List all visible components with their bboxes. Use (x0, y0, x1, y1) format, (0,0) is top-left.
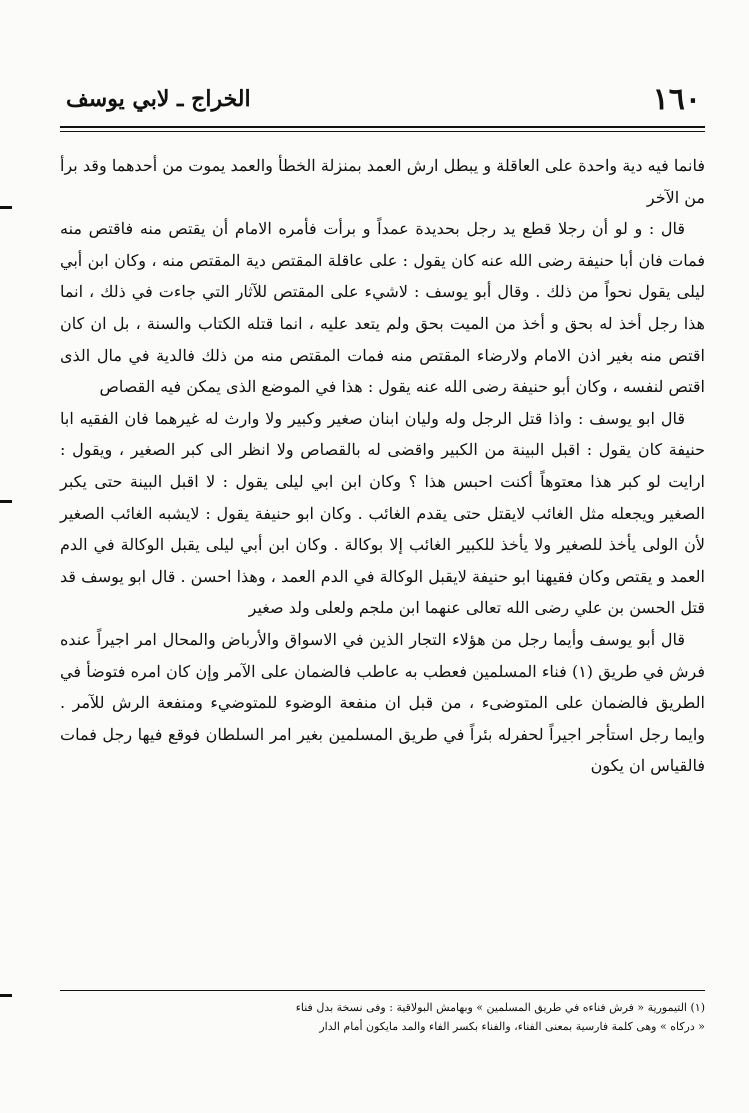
footnote (60, 998, 705, 1036)
paragraph: قال ابو يوسف : واذا قتل الرجل وله وليان ابنان صغير وكبير ولا وارث له غيرهما فان الفقيه ابا حنيفة كان يقول : اقبل البينة من الكبير واقضى له بالقصاص ولا انظر الى كبر الصغير ، ويقول : ارايت لو كبر هذا معتوهاً أكنت احبس هذا ؟ وكان ابن ابي ليلى يقول : لا اقبل البينة حتى يكبر الصغير ويجعله مثل الغائب لايقتل حتى يقدم الغائب . وكان ابو حنيفة يقول : لايشبه الغائب الصغير لأن الولى يأخذ للصغير ولا يأخذ للكبير الغائب إلا بوكالة . وكان ابن أبي ليلى يقبل الوكالة في الدم العمد و يقتص وكان فقيهنا ابو حنيفة لايقبل الوكالة في الدم العمد ، وهذا احسن . قال ابو يوسف قد قتل الحسن بن علي رضى الله تعالى عنهما ابن ملجم ولعلى ولد صغير (60, 408, 706, 618)
page-body (60, 150, 705, 782)
paragraph: قال أبو يوسف وأيما رجل من هؤلاء التجار الذين في الاسواق والأرباض والمحال امر اجيراً عنده فرش في طريق (١) فناء المسلمين فعطب به عاطب فالضمان على الآمر وإن كان امره فتوضأ في الطريق فالضمان على المتوضىء ، من قبل ان منفعة الوضوء للمتوضيء ومنفعة الرش للآمر . وايما رجل استأجر اجيراً لحفرله بئراً في طريق المسلمين بغير امر السلطان فوقع فيها رجل فمات فالقياس ان يكون (60, 629, 705, 776)
footnote-rule (60, 990, 705, 991)
margin-mark (0, 206, 12, 209)
margin-mark (0, 994, 12, 997)
margin-mark (0, 500, 12, 503)
page-number: ١٦٠ (652, 82, 701, 117)
header-rule (60, 131, 705, 132)
running-title: الخراج ـ لابي يوسف (66, 86, 251, 112)
footnote-line: (١) التيمورية « فرش فناءه في طريق المسلمين » وبهامش البولاقية : وفى نسخة بدل فناء (295, 1001, 705, 1014)
page-header (60, 80, 705, 128)
paragraph: فانما فيه دية واحدة على العاقلة و يبطل ارش العمد بمنزلة الخطأ والعمد يموت من أحدهما وقد برأ من الآخر (60, 156, 705, 207)
book-page (60, 80, 705, 1080)
paragraph: قال : و لو أن رجلا قطع يد رجل بحديدة عمداً و برأت فأمره الامام أن يقتص منه فاقتص منه فمات فان أبا حنيفة رضى الله عنه كان يقول : على عاقلة المقتص دية المقتص منه ، وكان ابن أبي ليلى يقول نحواً من ذلك . وقال أبو يوسف : لاشيء على المقتص للآثار التي جاءت في ذلك ، انما هذا رجل أخذ له بحق و أخذ من الميت بحق ولم يتعد عليه ، انما قتله الكتاب والسنة ، بل ان كان اقتص منه بغير اذن الامام ولارضاء المقتص منه فمات المقتص منه من ذلك فالدية في مال الذى اقتص لنفسه ، وكان أبو حنيفة رضى الله عنه يقول : هذا في الموضع الذى يمكن فيه القصاص (60, 219, 705, 397)
footnote-line: « دركاه » وهى كلمة فارسية بمعنى الفناء، والفناء بكسر الفاء والمد مايكون أمام الدار (319, 1020, 705, 1033)
